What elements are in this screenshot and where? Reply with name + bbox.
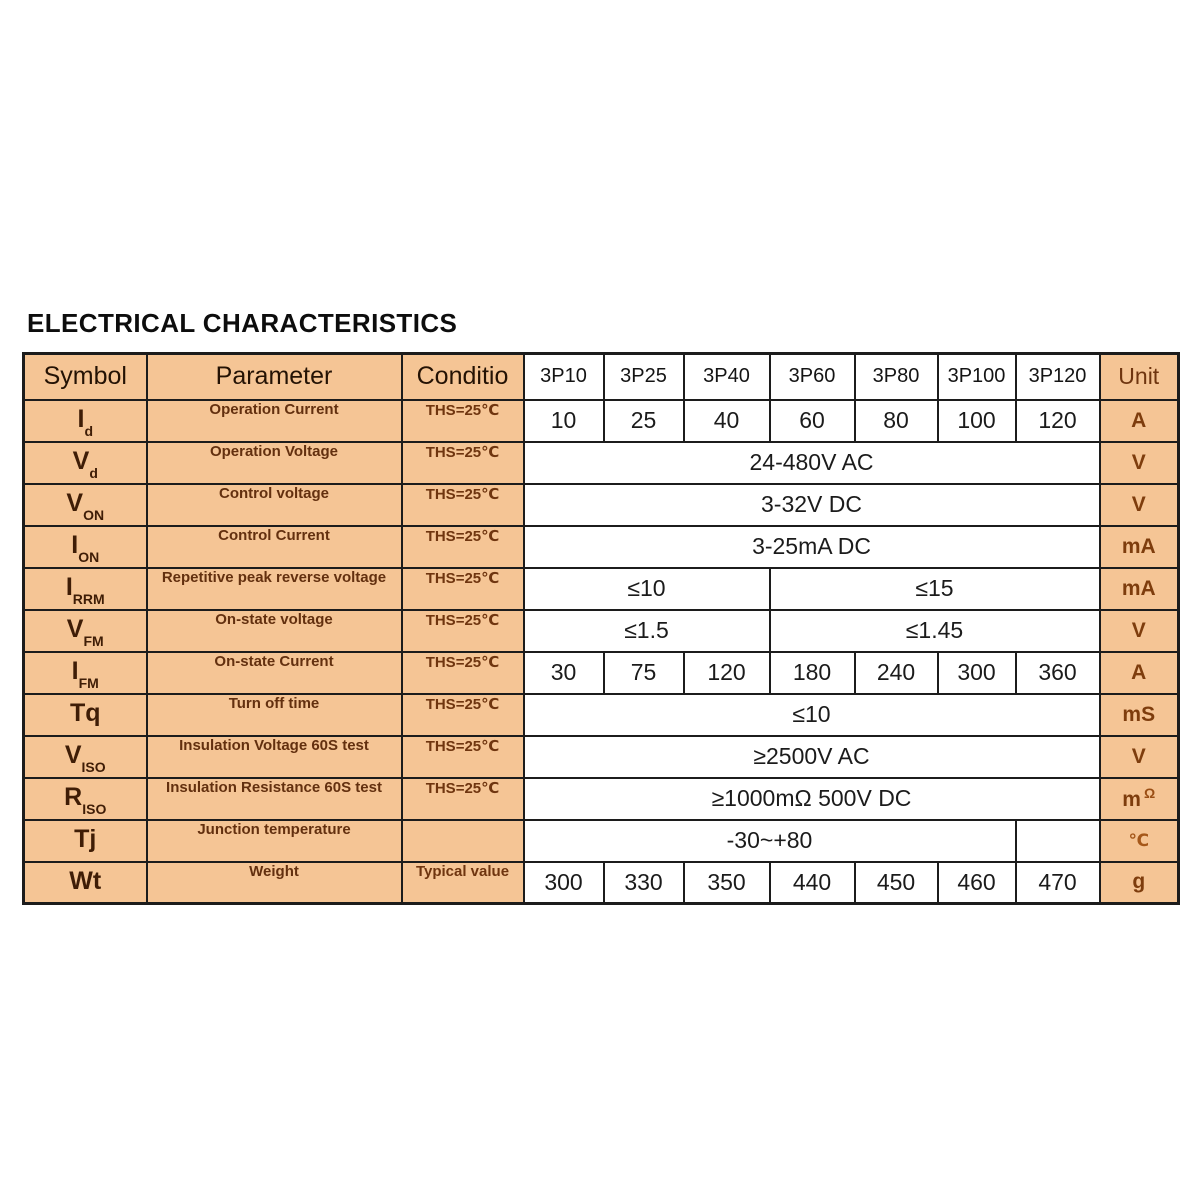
- value-cell: 30: [524, 652, 604, 694]
- symbol-cell: $I_{RRM}$: [24, 568, 147, 610]
- unit-column-header: Unit: [1100, 354, 1179, 400]
- row-repetitive-peak-reverse-voltage: [24, 568, 1179, 610]
- value-cell-merged: 3-25mA DC: [524, 526, 1100, 568]
- symbol-cell: $V_{FM}$: [24, 610, 147, 652]
- value-cell: 450: [855, 862, 938, 904]
- model-header-3p120: 3P120: [1016, 354, 1100, 400]
- row-operation-voltage: [24, 442, 1179, 484]
- page-title: ELECTRICAL CHARACTERISTICS: [27, 308, 458, 338]
- symbol-cell: Wt: [24, 862, 147, 904]
- model-header-3p60: 3P60: [770, 354, 855, 400]
- value-cell: 350: [684, 862, 770, 904]
- condition-cell: THS=25℃: [402, 778, 524, 820]
- value-cell: 25: [604, 400, 684, 442]
- condition-cell: THS=25℃: [402, 736, 524, 778]
- row-control-voltage: [24, 484, 1179, 526]
- value-cell: 120: [684, 652, 770, 694]
- symbol-cell: $I_d$: [24, 400, 147, 442]
- model-header-3p40: 3P40: [684, 354, 770, 400]
- value-cell-right: ≤1.45: [770, 610, 1100, 652]
- symbol-cell: $R_{ISO}$: [24, 778, 147, 820]
- condition-column-header: Conditio: [402, 354, 524, 400]
- value-cell-merged: -30~+80: [524, 820, 1016, 862]
- symbol-cell: $V_{ON}$: [24, 484, 147, 526]
- value-cell-merged: ≤10: [524, 694, 1100, 736]
- parameter-cell: Repetitive peak reverse voltage: [147, 568, 402, 610]
- parameter-column-header: Parameter: [147, 354, 402, 400]
- unit-cell: V: [1100, 484, 1179, 526]
- unit-cell: A: [1100, 652, 1179, 694]
- parameter-cell: Operation Current: [147, 400, 402, 442]
- value-cell: 470: [1016, 862, 1100, 904]
- row-insulation-voltage: [24, 736, 1179, 778]
- condition-cell: THS=25℃: [402, 568, 524, 610]
- parameter-cell: Control Current: [147, 526, 402, 568]
- value-cell: 360: [1016, 652, 1100, 694]
- condition-cell: THS=25℃: [402, 652, 524, 694]
- model-header-3p10: 3P10: [524, 354, 604, 400]
- condition-cell: THS=25℃: [402, 442, 524, 484]
- parameter-cell: Weight: [147, 862, 402, 904]
- value-cell: 300: [938, 652, 1016, 694]
- condition-cell: THS=25℃: [402, 610, 524, 652]
- value-cell: 180: [770, 652, 855, 694]
- row-on-state-voltage: [24, 610, 1179, 652]
- electrical-characteristics-table: [22, 352, 1180, 905]
- unit-cell: A: [1100, 400, 1179, 442]
- value-cell: 10: [524, 400, 604, 442]
- parameter-cell: Operation Voltage: [147, 442, 402, 484]
- symbol-cell: Tq: [24, 694, 147, 736]
- row-turn-off-time: [24, 694, 1179, 736]
- value-cell: 240: [855, 652, 938, 694]
- model-header-3p25: 3P25: [604, 354, 684, 400]
- value-cell-merged: ≥2500V AC: [524, 736, 1100, 778]
- value-cell-merged: 24-480V AC: [524, 442, 1100, 484]
- symbol-cell: $V_{ISO}$: [24, 736, 147, 778]
- parameter-cell: On-state voltage: [147, 610, 402, 652]
- table-header-row: [24, 354, 1179, 400]
- value-cell: 75: [604, 652, 684, 694]
- value-cell: 100: [938, 400, 1016, 442]
- value-cell-merged: ≥1000mΩ 500V DC: [524, 778, 1100, 820]
- condition-cell: Typical value: [402, 862, 524, 904]
- value-cell: 80: [855, 400, 938, 442]
- condition-cell: THS=25℃: [402, 694, 524, 736]
- value-cell: 330: [604, 862, 684, 904]
- value-cell-left: ≤10: [524, 568, 770, 610]
- value-cell: 60: [770, 400, 855, 442]
- value-cell-right: ≤15: [770, 568, 1100, 610]
- value-cell-left: ≤1.5: [524, 610, 770, 652]
- parameter-cell: On-state Current: [147, 652, 402, 694]
- condition-cell: [402, 820, 524, 862]
- symbol-cell: Tj: [24, 820, 147, 862]
- value-cell: 300: [524, 862, 604, 904]
- unit-cell: mA: [1100, 568, 1179, 610]
- value-cell: 440: [770, 862, 855, 904]
- symbol-cell: $I_{FM}$: [24, 652, 147, 694]
- row-junction-temperature: [24, 820, 1179, 862]
- parameter-cell: Insulation Resistance 60S test: [147, 778, 402, 820]
- model-header-3p80: 3P80: [855, 354, 938, 400]
- condition-cell: THS=25℃: [402, 484, 524, 526]
- unit-cell: V: [1100, 610, 1179, 652]
- row-insulation-resistance: [24, 778, 1179, 820]
- condition-cell: THS=25℃: [402, 400, 524, 442]
- value-cell: 460: [938, 862, 1016, 904]
- row-weight: [24, 862, 1179, 904]
- row-operation-current: [24, 400, 1179, 442]
- symbol-column-header: Symbol: [24, 354, 147, 400]
- value-cell: 40: [684, 400, 770, 442]
- symbol-cell: $V_d$: [24, 442, 147, 484]
- unit-cell: m $^\Omega$: [1100, 778, 1179, 820]
- row-on-state-current: [24, 652, 1179, 694]
- parameter-cell: Control voltage: [147, 484, 402, 526]
- parameter-cell: Turn off time: [147, 694, 402, 736]
- unit-cell: mA: [1100, 526, 1179, 568]
- parameter-cell: Insulation Voltage 60S test: [147, 736, 402, 778]
- model-header-3p100: 3P100: [938, 354, 1016, 400]
- empty-value-cell: [1016, 820, 1100, 862]
- symbol-cell: $I_{ON}$: [24, 526, 147, 568]
- unit-cell: mS: [1100, 694, 1179, 736]
- parameter-cell: Junction temperature: [147, 820, 402, 862]
- unit-cell: V: [1100, 736, 1179, 778]
- row-control-current: [24, 526, 1179, 568]
- value-cell: 120: [1016, 400, 1100, 442]
- unit-cell: V: [1100, 442, 1179, 484]
- condition-cell: THS=25℃: [402, 526, 524, 568]
- unit-cell: g: [1100, 862, 1179, 904]
- value-cell-merged: 3-32V DC: [524, 484, 1100, 526]
- unit-cell: ℃: [1100, 820, 1179, 862]
